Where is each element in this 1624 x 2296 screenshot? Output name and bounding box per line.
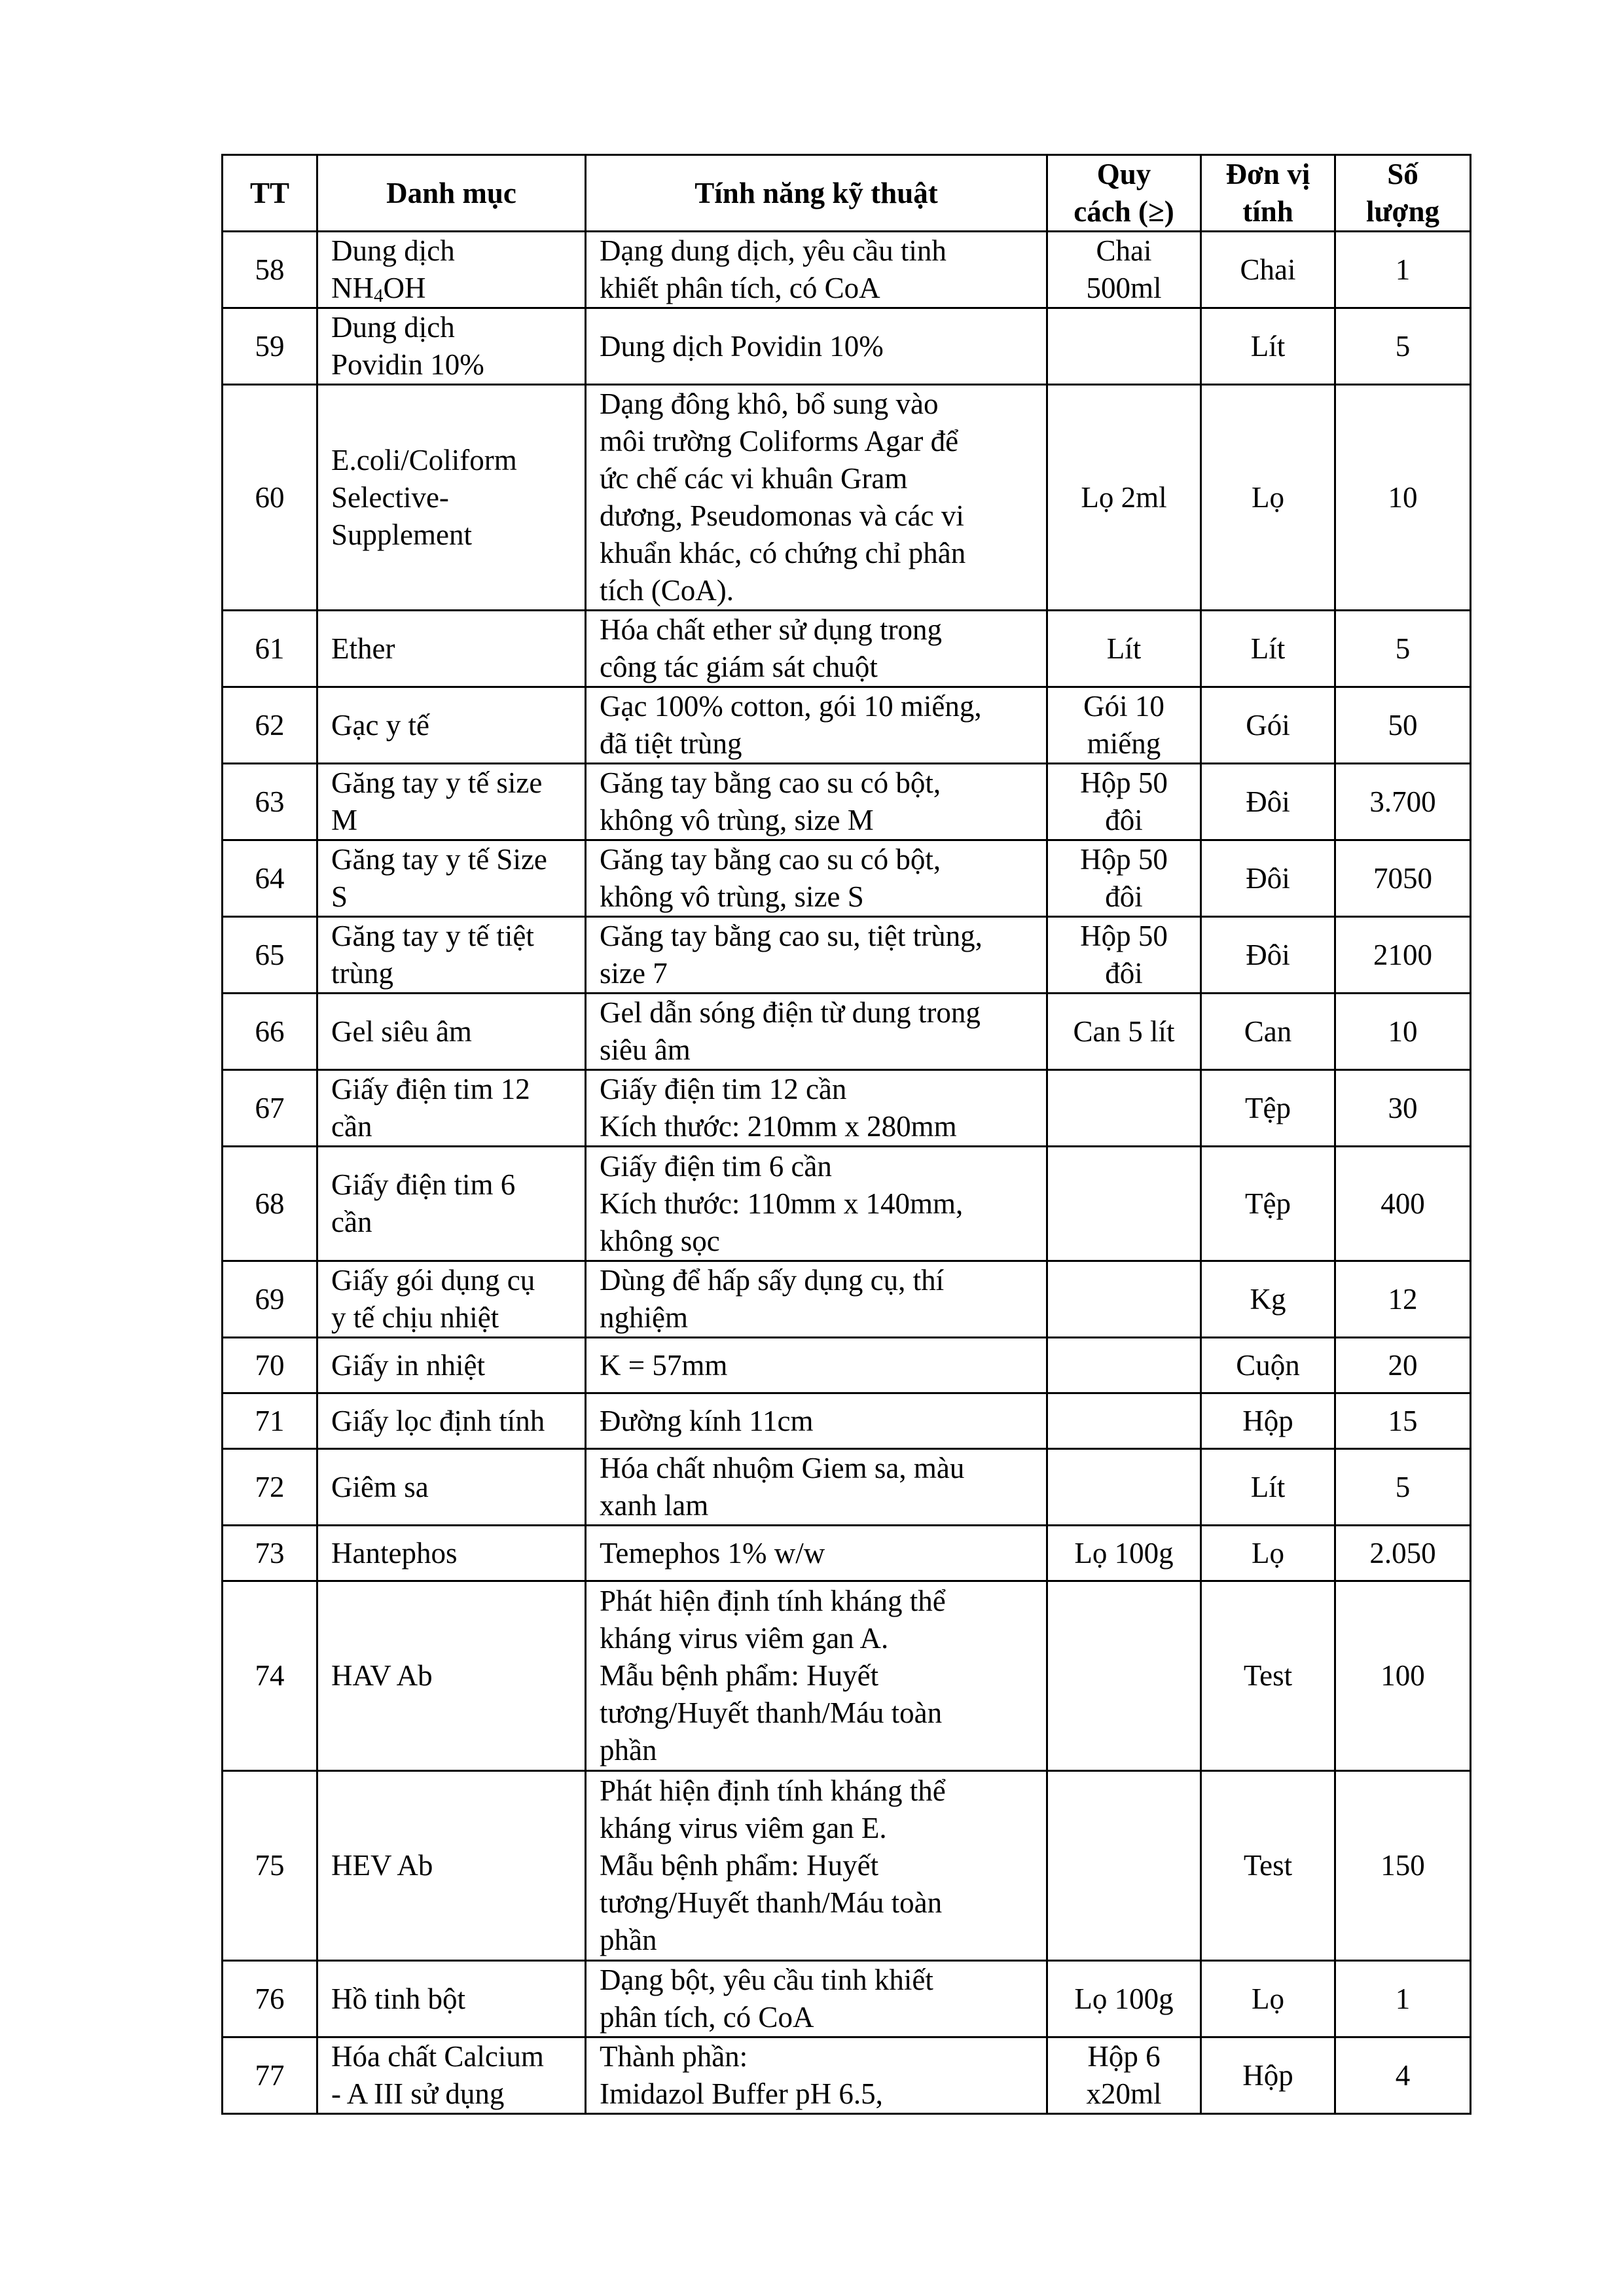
cell-name-line: Selective-	[331, 480, 449, 514]
cell-feature	[586, 1070, 1047, 1147]
cell-feature	[586, 1393, 1047, 1449]
cell-qty: 50	[1335, 687, 1471, 764]
cell-feature	[586, 1581, 1047, 1771]
cell-name-line: Giêm sa	[331, 1470, 429, 1503]
header-unit-line: tính	[1242, 195, 1293, 228]
cell-feature-line: phần	[600, 1924, 657, 1956]
cell-feature-line: Temephos 1% w/w	[600, 1536, 825, 1570]
supplies-table	[221, 154, 1471, 2115]
cell-name-line: Găng tay y tế size	[331, 766, 543, 799]
cell-spec-line: Chai	[1096, 234, 1152, 267]
cell-name-line: E.coli/Coliform	[331, 443, 517, 476]
cell-name-line: Găng tay y tế Size	[331, 843, 547, 876]
cell-qty: 3.700	[1335, 764, 1471, 840]
cell-feature	[586, 1449, 1047, 1526]
cell-name	[317, 994, 586, 1070]
table-row	[223, 1338, 1471, 1393]
cell-unit: Test	[1201, 1581, 1335, 1771]
cell-feature	[586, 917, 1047, 994]
cell-tt: 72	[223, 1449, 317, 1526]
cell-feature-line: Thành phần:	[600, 2040, 748, 2073]
cell-spec-line: đôi	[1105, 880, 1143, 913]
cell-unit: Đôi	[1201, 764, 1335, 840]
header-spec-line: Quy	[1096, 158, 1151, 190]
cell-name	[317, 1338, 586, 1393]
cell-spec-line: 500ml	[1086, 272, 1162, 304]
cell-qty: 4	[1335, 2037, 1471, 2114]
cell-spec	[1047, 1449, 1201, 1526]
subscript-digit: 4	[374, 285, 384, 306]
cell-feature-line: không sọc	[600, 1224, 720, 1257]
cell-spec-line: Gói 10	[1083, 690, 1164, 723]
cell-feature-line: Mẫu bệnh phẩm: Huyết	[600, 1659, 879, 1692]
cell-unit: Chai	[1201, 232, 1335, 308]
cell-qty: 1	[1335, 232, 1471, 308]
cell-feature-line: K = 57mm	[600, 1348, 728, 1382]
header-unit	[1201, 155, 1335, 232]
cell-feature-line: size 7	[600, 957, 668, 990]
cell-spec-line: đôi	[1105, 804, 1143, 836]
cell-name	[317, 1449, 586, 1526]
cell-tt: 64	[223, 840, 317, 917]
cell-feature-line: Dung dịch Povidin 10%	[600, 329, 884, 363]
cell-spec-line: Hộp 6	[1087, 2040, 1161, 2073]
cell-feature	[586, 385, 1047, 611]
cell-feature-line: Dạng đông khô, bổ sung vào	[600, 387, 939, 420]
cell-qty: 1	[1335, 1961, 1471, 2037]
table-row	[223, 1581, 1471, 1771]
cell-unit: Test	[1201, 1771, 1335, 1961]
cell-qty: 5	[1335, 1449, 1471, 1526]
cell-feature-line: Imidazol Buffer pH 6.5,	[600, 2077, 883, 2110]
cell-name-line: Hồ tinh bột	[331, 1982, 466, 2015]
cell-feature-line: Kích thước: 110mm x 140mm,	[600, 1187, 964, 1220]
cell-name-line: Dung dịch	[331, 311, 455, 344]
cell-feature-line: Găng tay bằng cao su có bột,	[600, 843, 941, 876]
cell-qty: 5	[1335, 308, 1471, 385]
cell-name	[317, 840, 586, 917]
cell-name	[317, 1147, 586, 1261]
cell-name-line: Găng tay y tế tiệt	[331, 920, 534, 952]
cell-spec	[1047, 1147, 1201, 1261]
cell-spec	[1047, 385, 1201, 611]
cell-feature-line: Kích thước: 210mm x 280mm	[600, 1110, 957, 1143]
cell-tt: 76	[223, 1961, 317, 2037]
cell-feature	[586, 687, 1047, 764]
cell-feature-line: nghiệm	[600, 1301, 688, 1334]
cell-name-line: Hantephos	[331, 1536, 458, 1570]
cell-unit: Lít	[1201, 1449, 1335, 1526]
table-row	[223, 1393, 1471, 1449]
cell-name-line: cần	[331, 1206, 372, 1238]
cell-name-line: $NH_4OH$	[331, 272, 426, 306]
cell-spec-line: Hộp 50	[1080, 843, 1168, 876]
cell-tt: 63	[223, 764, 317, 840]
cell-name	[317, 308, 586, 385]
cell-qty: 7050	[1335, 840, 1471, 917]
cell-tt: 70	[223, 1338, 317, 1393]
cell-name-line: cần	[331, 1110, 372, 1143]
table-row	[223, 687, 1471, 764]
cell-spec	[1047, 994, 1201, 1070]
table-body	[223, 232, 1471, 2114]
cell-name-line: y tế chịu nhiệt	[331, 1301, 499, 1334]
cell-name	[317, 1771, 586, 1961]
cell-feature-line: tương/Huyết thanh/Máu toàn	[600, 1886, 943, 1919]
cell-unit: Đôi	[1201, 917, 1335, 994]
cell-feature-line: tích (CoA).	[600, 574, 734, 607]
cell-spec-line: Lọ 2ml	[1081, 480, 1167, 514]
cell-name-line: Giấy điện tim 6	[331, 1168, 516, 1201]
cell-tt: 66	[223, 994, 317, 1070]
cell-feature-line: Hóa chất nhuộm Giem sa, màu	[600, 1452, 965, 1484]
cell-unit: Lọ	[1201, 1526, 1335, 1581]
table-row	[223, 1526, 1471, 1581]
cell-feature-line: Giấy điện tim 12 cần	[600, 1073, 847, 1105]
cell-spec	[1047, 611, 1201, 687]
header-feature: Tính năng kỹ thuật	[586, 155, 1047, 232]
cell-spec-line: Hộp 50	[1080, 920, 1168, 952]
cell-spec	[1047, 1961, 1201, 2037]
cell-name-line: HAV Ab	[331, 1659, 433, 1692]
cell-name-line: Gạc y tế	[331, 708, 429, 742]
cell-name-line: Giấy điện tim 12	[331, 1073, 530, 1105]
cell-name-line: Dung dịch	[331, 234, 455, 267]
cell-tt: 71	[223, 1393, 317, 1449]
cell-qty: 30	[1335, 1070, 1471, 1147]
cell-spec	[1047, 1581, 1201, 1771]
cell-feature-line: Găng tay bằng cao su có bột,	[600, 766, 941, 799]
cell-unit: Lọ	[1201, 1961, 1335, 2037]
cell-tt: 60	[223, 385, 317, 611]
header-spec-line: cách (≥)	[1074, 195, 1174, 228]
cell-feature-line: kháng virus viêm gan E.	[600, 1812, 887, 1844]
cell-spec	[1047, 308, 1201, 385]
cell-feature-line: kháng virus viêm gan A.	[600, 1622, 889, 1655]
cell-name-line: Giấy gói dụng cụ	[331, 1264, 535, 1297]
cell-unit: Cuộn	[1201, 1338, 1335, 1393]
cell-qty: 5	[1335, 611, 1471, 687]
cell-feature-line: phân tích, có CoA	[600, 2001, 814, 2034]
cell-spec	[1047, 840, 1201, 917]
cell-feature	[586, 611, 1047, 687]
header-qty	[1335, 155, 1471, 232]
cell-unit: Đôi	[1201, 840, 1335, 917]
cell-spec-line: Lọ 100g	[1074, 1982, 1174, 2015]
cell-name	[317, 764, 586, 840]
cell-name-line: Supplement	[331, 518, 472, 551]
table-row	[223, 917, 1471, 994]
cell-spec-line: Hộp 50	[1080, 766, 1168, 799]
cell-feature	[586, 2037, 1047, 2114]
cell-unit: Hộp	[1201, 1393, 1335, 1449]
cell-qty: 400	[1335, 1147, 1471, 1261]
cell-name	[317, 232, 586, 308]
cell-feature-line: Dạng dung dịch, yêu cầu tinh	[600, 234, 947, 267]
cell-spec-line: x20ml	[1086, 2077, 1162, 2110]
cell-unit: Gói	[1201, 687, 1335, 764]
cell-feature-line: Hóa chất ether sử dụng trong	[600, 613, 942, 646]
cell-qty: 2.050	[1335, 1526, 1471, 1581]
cell-feature	[586, 1526, 1047, 1581]
cell-name	[317, 687, 586, 764]
cell-unit: Tệp	[1201, 1070, 1335, 1147]
cell-feature-line: xanh lam	[600, 1489, 709, 1522]
cell-tt: 68	[223, 1147, 317, 1261]
cell-name	[317, 385, 586, 611]
cell-feature-line: siêu âm	[600, 1033, 691, 1066]
table-row	[223, 1961, 1471, 2037]
cell-feature-line: Găng tay bằng cao su, tiệt trùng,	[600, 920, 983, 952]
header-qty-line: Số	[1387, 158, 1418, 190]
cell-name	[317, 1070, 586, 1147]
cell-qty: 100	[1335, 1581, 1471, 1771]
cell-feature-line: Gel dẫn sóng điện từ dung trong	[600, 996, 981, 1029]
cell-spec	[1047, 1261, 1201, 1338]
cell-feature-line: dương, Pseudomonas và các vi	[600, 499, 964, 532]
cell-feature	[586, 308, 1047, 385]
table-row	[223, 1771, 1471, 1961]
cell-qty: 12	[1335, 1261, 1471, 1338]
table-row	[223, 764, 1471, 840]
cell-unit: Can	[1201, 994, 1335, 1070]
cell-name	[317, 611, 586, 687]
cell-spec	[1047, 2037, 1201, 2114]
cell-name-line: Povidin 10%	[331, 348, 484, 381]
table-row	[223, 1261, 1471, 1338]
cell-tt: 67	[223, 1070, 317, 1147]
cell-tt: 62	[223, 687, 317, 764]
cell-spec	[1047, 232, 1201, 308]
cell-feature-line: khiết phân tích, có CoA	[600, 272, 880, 304]
cell-name	[317, 1581, 586, 1771]
header-qty-line: lượng	[1366, 195, 1439, 228]
cell-name-line: trùng	[331, 957, 393, 990]
cell-feature-line: công tác giám sát chuột	[600, 651, 878, 683]
cell-qty: 15	[1335, 1393, 1471, 1449]
cell-qty: 2100	[1335, 917, 1471, 994]
cell-name	[317, 917, 586, 994]
header-unit-line: Đơn vị	[1225, 158, 1310, 190]
cell-qty: 10	[1335, 994, 1471, 1070]
table-row	[223, 385, 1471, 611]
cell-feature-line: tương/Huyết thanh/Máu toàn	[600, 1696, 943, 1729]
header-spec	[1047, 155, 1201, 232]
cell-feature	[586, 1147, 1047, 1261]
header-tt: TT	[223, 155, 317, 232]
cell-spec	[1047, 1338, 1201, 1393]
cell-feature-line: phần	[600, 1734, 657, 1767]
table-row	[223, 232, 1471, 308]
cell-spec-line: Can 5 lít	[1073, 1014, 1175, 1048]
table-row	[223, 1147, 1471, 1261]
cell-feature-line: ức chế các vi khuân Gram	[600, 462, 908, 495]
cell-name-line: Ether	[331, 632, 395, 665]
cell-feature	[586, 232, 1047, 308]
cell-qty: 150	[1335, 1771, 1471, 1961]
cell-name	[317, 1393, 586, 1449]
cell-spec	[1047, 917, 1201, 994]
cell-spec-line: miếng	[1087, 727, 1161, 760]
table-row	[223, 1449, 1471, 1526]
cell-feature-line: khuẩn khác, có chứng chỉ phân	[600, 537, 966, 569]
cell-tt: 65	[223, 917, 317, 994]
cell-unit: Lít	[1201, 308, 1335, 385]
table-row	[223, 308, 1471, 385]
cell-feature	[586, 1961, 1047, 2037]
cell-feature	[586, 994, 1047, 1070]
cell-tt: 75	[223, 1771, 317, 1961]
cell-unit: Kg	[1201, 1261, 1335, 1338]
cell-name	[317, 1261, 586, 1338]
cell-tt: 61	[223, 611, 317, 687]
table-header-row	[223, 155, 1471, 232]
cell-spec-line: đôi	[1105, 957, 1143, 990]
cell-feature	[586, 840, 1047, 917]
cell-feature-line: đã tiệt trùng	[600, 727, 742, 760]
cell-tt: 73	[223, 1526, 317, 1581]
cell-spec	[1047, 1526, 1201, 1581]
table-row	[223, 1070, 1471, 1147]
table-row	[223, 840, 1471, 917]
cell-name-line: M	[331, 804, 358, 836]
cell-feature-line: Gạc 100% cotton, gói 10 miếng,	[600, 690, 982, 723]
cell-feature-line: Phát hiện định tính kháng thể	[600, 1585, 946, 1617]
cell-spec-line: Lọ 100g	[1074, 1536, 1174, 1570]
cell-feature	[586, 1338, 1047, 1393]
cell-name-line: - A III sử dụng	[331, 2077, 505, 2110]
cell-feature	[586, 1261, 1047, 1338]
cell-feature-line: không vô trùng, size S	[600, 880, 864, 913]
cell-feature-line: Giấy điện tim 6 cần	[600, 1149, 832, 1183]
cell-feature-line: Mẫu bệnh phẩm: Huyết	[600, 1849, 879, 1882]
cell-name-line: Gel siêu âm	[331, 1014, 472, 1048]
cell-unit: Tệp	[1201, 1147, 1335, 1261]
table-row	[223, 611, 1471, 687]
cell-tt: 69	[223, 1261, 317, 1338]
cell-tt: 74	[223, 1581, 317, 1771]
cell-spec	[1047, 687, 1201, 764]
table-row	[223, 2037, 1471, 2114]
header-name: Danh mục	[317, 155, 586, 232]
cell-feature-line: Phát hiện định tính kháng thể	[600, 1774, 946, 1807]
cell-spec	[1047, 1771, 1201, 1961]
cell-unit: Hộp	[1201, 2037, 1335, 2114]
cell-spec	[1047, 1070, 1201, 1147]
cell-name-line: Giấy in nhiệt	[331, 1348, 485, 1382]
cell-unit: Lít	[1201, 611, 1335, 687]
cell-spec	[1047, 1393, 1201, 1449]
table-row	[223, 994, 1471, 1070]
cell-unit: Lọ	[1201, 385, 1335, 611]
cell-feature-line: Dạng bột, yêu cầu tinh khiết	[600, 1964, 933, 1996]
cell-spec-line: Lít	[1106, 632, 1142, 665]
cell-qty: 10	[1335, 385, 1471, 611]
cell-feature-line: Dùng để hấp sấy dụng cụ, thí	[600, 1264, 945, 1297]
cell-spec	[1047, 764, 1201, 840]
cell-name-line: Giấy lọc định tính	[331, 1404, 545, 1437]
cell-feature	[586, 764, 1047, 840]
cell-qty: 20	[1335, 1338, 1471, 1393]
cell-name	[317, 1526, 586, 1581]
cell-tt: 59	[223, 308, 317, 385]
cell-feature-line: môi trường Coliforms Agar để	[600, 425, 959, 457]
cell-name-line: Hóa chất Calcium	[331, 2040, 544, 2073]
cell-name	[317, 2037, 586, 2114]
cell-tt: 77	[223, 2037, 317, 2114]
cell-name-line: HEV Ab	[331, 1849, 433, 1882]
cell-name-line: S	[331, 880, 348, 913]
cell-tt: 58	[223, 232, 317, 308]
cell-name	[317, 1961, 586, 2037]
cell-feature-line: Đường kính 11cm	[600, 1404, 814, 1437]
cell-feature-line: không vô trùng, size M	[600, 804, 874, 836]
cell-feature	[586, 1771, 1047, 1961]
